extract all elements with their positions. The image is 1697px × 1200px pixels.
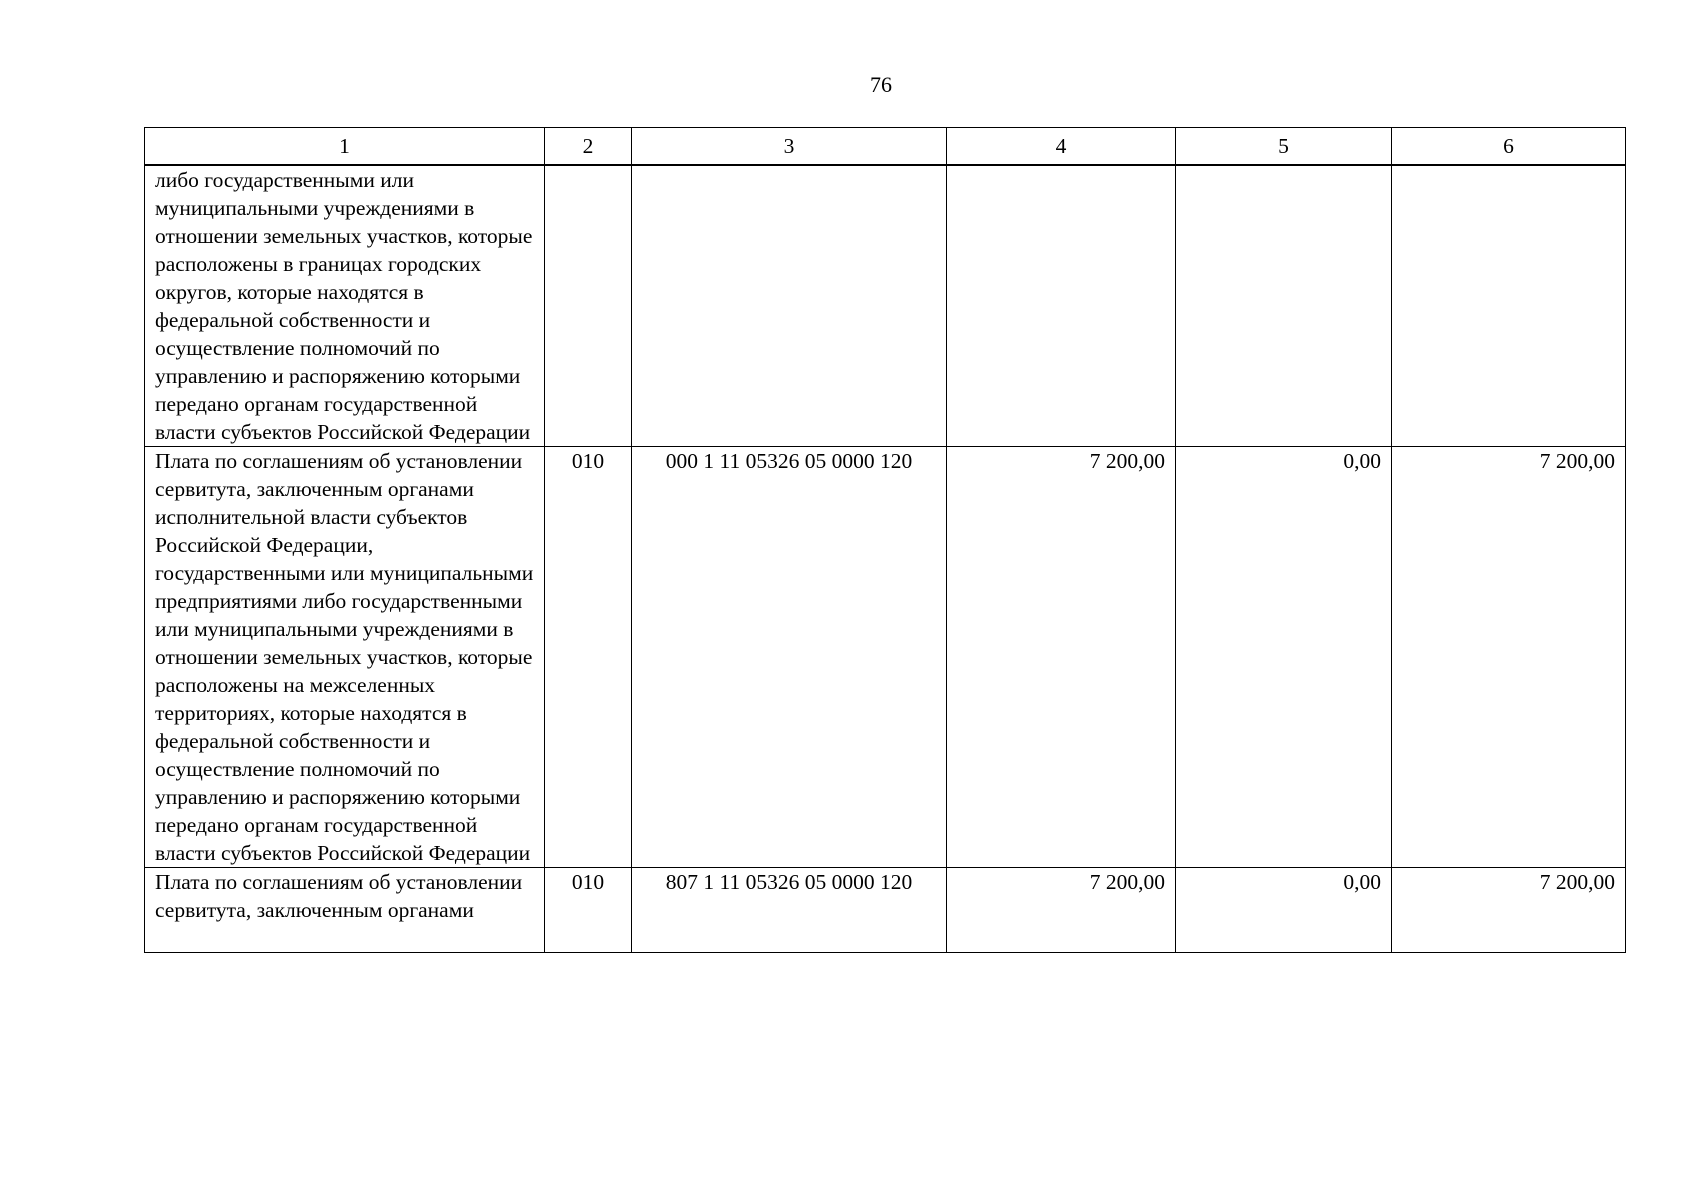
row-code: 010 (545, 868, 632, 953)
row-kbk: 000 1 11 05326 05 0000 120 (632, 447, 947, 868)
table-row (145, 165, 1626, 447)
row-name: Плата по соглашениям об установлении сервитута, заключенным органами исполнительной власти субъектов Российской Федерации, государственными или муниципальными предприятиями либо государственными или муниципальными учреждениями в отношении земельных участков, которые расположены на межселенных территориях, которые находятся в федеральной собственности и осуществление полномочий по управлению и распоряжению которыми передано органам государственной власти субъектов Российской Федерации (145, 447, 545, 868)
row-col4 (947, 165, 1176, 447)
row-col5 (1176, 165, 1392, 447)
row-kbk (632, 165, 947, 447)
column-header-4: 4 (947, 128, 1176, 166)
report-table (144, 127, 1626, 953)
column-header-2: 2 (545, 128, 632, 166)
row-code: 010 (545, 447, 632, 868)
row-col6 (1392, 165, 1626, 447)
row-col4: 7 200,00 (947, 447, 1176, 868)
row-col4: 7 200,00 (947, 868, 1176, 953)
column-header-3: 3 (632, 128, 947, 166)
header-row (145, 128, 1626, 166)
page-number: 76 (870, 72, 892, 97)
column-header-1: 1 (145, 128, 545, 166)
row-col6: 7 200,00 (1392, 447, 1626, 868)
row-col5: 0,00 (1176, 447, 1392, 868)
row-kbk: 807 1 11 05326 05 0000 120 (632, 868, 947, 953)
row-code (545, 165, 632, 447)
column-header-5: 5 (1176, 128, 1392, 166)
row-name: Плата по соглашениям об установлении сервитута, заключенным органами (145, 868, 545, 953)
table-row (145, 868, 1626, 953)
column-header-6: 6 (1392, 128, 1626, 166)
row-col6: 7 200,00 (1392, 868, 1626, 953)
table-row (145, 447, 1626, 868)
row-col5: 0,00 (1176, 868, 1392, 953)
row-name: либо государственными или муниципальными учреждениями в отношении земельных участков, которые расположены в границах городских округов, которые находятся в федеральной собственности и осуществление полномочий по управлению и распоряжению которыми передано органам государственной власти субъектов Российской Федерации (145, 165, 545, 447)
